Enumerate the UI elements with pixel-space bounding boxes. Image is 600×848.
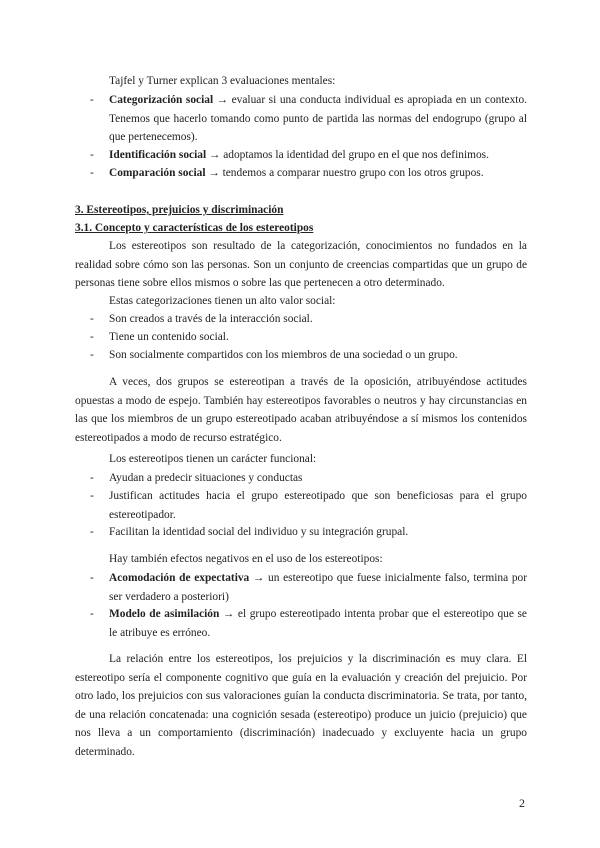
list-item-justifican: Justifican actitudes hacia el grupo estereotipado que son beneficiosas para el grupo estereotipador.	[109, 490, 527, 521]
bullet-marker: -	[90, 331, 94, 343]
paragraph-valor-social: Estas categorizaciones tienen un alto valor social:	[109, 295, 336, 307]
list-item-categorizacion	[109, 91, 527, 147]
list-item-contenido: Tiene un contenido social.	[109, 331, 229, 343]
bullet-marker: -	[90, 472, 94, 484]
bullet-marker: -	[90, 526, 94, 538]
bullet-marker: -	[90, 572, 94, 584]
text-categorizacion: → evaluar si una conducta individual es apropiada en un contexto. Tenemos que hacerlo tomando como punto de partida las normas del endogrupo (grupo al que pertenecemos).	[109, 94, 527, 143]
text-acomodacion: → un estereotipo que fuese inicialmente falso, termina por ser verdadero a posteriori)	[109, 572, 528, 603]
term-identificacion: Identificación social	[109, 149, 207, 161]
paragraph-funcional: Los estereotipos tienen un carácter funcional:	[109, 453, 317, 465]
bullet-marker: -	[90, 313, 94, 325]
text-identificacion: → adoptamos la identidad del grupo en el que nos definimos.	[206, 149, 489, 161]
list-item-identificacion	[109, 146, 527, 165]
bullet-marker: -	[90, 349, 94, 361]
bullet-marker: -	[90, 149, 94, 161]
term-asimilacion: Modelo de asimilación	[109, 608, 220, 620]
list-item-asimilacion	[109, 605, 527, 642]
bullet-marker: -	[90, 94, 94, 106]
intro-line: Tajfel y Turner explican 3 evaluaciones mentales:	[109, 75, 336, 87]
paragraph-efectos-negativos: Hay también efectos negativos en el uso de los estereotipos:	[109, 553, 383, 565]
list-item-predecir: Ayudan a predecir situaciones y conductas	[109, 472, 303, 484]
term-acomodacion: Acomodación de expectativa	[109, 572, 250, 584]
bullet-marker: -	[90, 490, 94, 502]
list-item-creados: Son creados a través de la interacción social.	[109, 313, 313, 325]
paragraph-definicion: Los estereotipos son resultado de la categorización, conocimientos no fundados en la realidad sobre cómo son las personas. Son un conjunto de creencias compartidas que un grupo de personas tiene sobre ellos mismos o sobre las que pertenecen a otro determinado.	[75, 240, 527, 289]
list-item-acomodacion	[109, 569, 527, 606]
subsection-heading-3-1: 3.1. Concepto y características de los estereotipos	[75, 222, 314, 234]
section-heading-3: 3. Estereotipos, prejuicios y discriminación	[75, 204, 284, 216]
page-number: 2	[519, 796, 525, 810]
list-item-compartidos: Son socialmente compartidos con los miembros de una sociedad o un grupo.	[109, 349, 458, 361]
text-comparacion: → tendemos a comparar nuestro grupo con los otros grupos.	[205, 167, 484, 179]
term-categorizacion: Categorización social	[109, 94, 214, 106]
list-item-facilitan: Facilitan la identidad social del individuo y su integración grupal.	[109, 526, 409, 538]
text-asimilacion: → el grupo estereotipado intenta probar que el estereotipo que se le atribuye es erróneo.	[109, 608, 527, 639]
term-comparacion: Comparación social	[109, 167, 206, 179]
paragraph-relacion: La relación entre los estereotipos, los prejuicios y la discriminación es muy clara. El estereotipo sería el componente cognitivo que guía en la evaluación y creación del prejuicio. Por otro lado, los prejuicios con sus valoraciones guían la conducta discriminatoria. Se trata, por tanto, de una relación concatenada: una cognición sesada (estereotipo) produce un juicio (prejuicio) que nos lleva a un comportamiento (discriminación) inadecuado y excluyente hacia un grupo determinado.	[75, 653, 527, 758]
bullet-marker: -	[90, 167, 94, 179]
paragraph-oposicion: A veces, dos grupos se estereotipan a través de la oposición, atribuyéndose actitudes opuestas a modo de espejo. También hay estereotipos favorables o neutros y hay circunstancias en las que los miembros de un grupo estereotipado acaban atribuyéndose a sí mismos los contenidos estereotipados a modo de recurso estratégico.	[75, 376, 527, 444]
list-item-comparacion	[109, 164, 527, 183]
bullet-marker: -	[90, 608, 94, 620]
